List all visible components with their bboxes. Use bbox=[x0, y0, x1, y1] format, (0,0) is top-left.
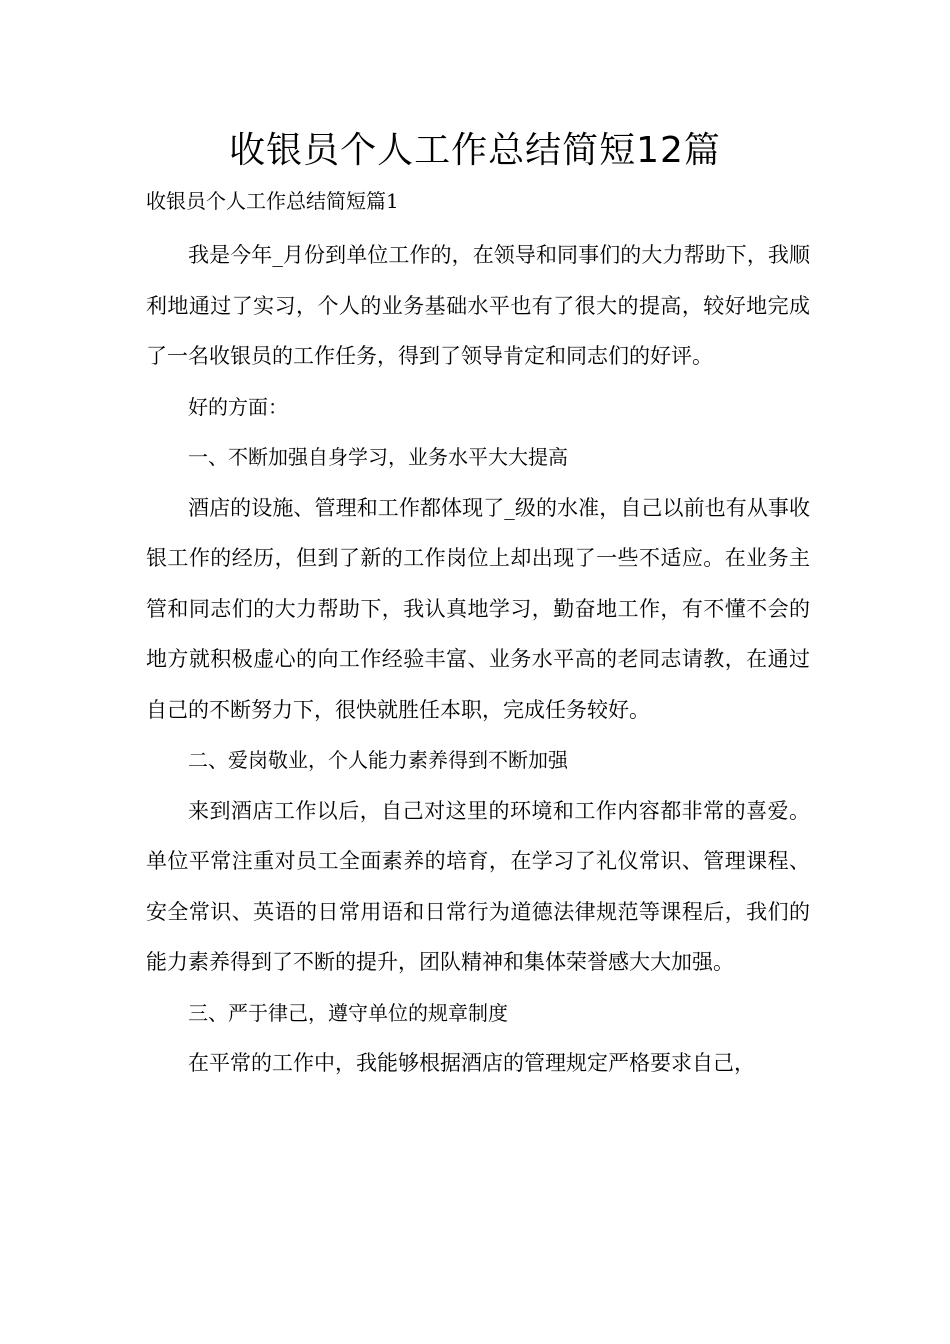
heading-point-three: 三、严于律己，遵守单位的规章制度 bbox=[188, 1000, 508, 1025]
section-subtitle: 收银员个人工作总结简短篇1 bbox=[146, 189, 399, 213]
paragraph-point-two: 来到酒店工作以后，自己对这里的环境和工作内容都非常的喜爱。单位平常注重对员工全面素养的培育，在学习了礼仪常识、管理课程、安全常识、英语的日常用语和日常行为道德法律规范等课程后，我们的能力素养得到了不断的提升，团队精神和集体荣誉感大大加强。 bbox=[146, 798, 810, 974]
heading-good-aspects: 好的方面： bbox=[188, 394, 288, 419]
paragraph-intro: 我是今年_月份到单位工作的，在领导和同事们的大力帮助下，我顺利地通过了实习，个人的业务基础水平也有了很大的提高，较好地完成了一名收银员的工作任务，得到了领导肯定和同志们的好评。 bbox=[146, 243, 810, 368]
heading-point-one: 一、不断加强自身学习，业务水平大大提高 bbox=[188, 445, 568, 469]
heading-point-two: 二、爱岗敬业，个人能力素养得到不断加强 bbox=[188, 748, 568, 772]
paragraph-point-one: 酒店的设施、管理和工作都体现了_级的水准，自己以前也有从事收银工作的经历，但到了新的工作岗位上却出现了一些不适应。在业务主管和同志们的大力帮助下，我认真地学习，勤奋地工作，有不懂不会的地方就积极虚心的向工作经验丰富、业务水平高的老同志请教，在通过自己的不断努力下，很快就胜任本职，完成任务较好。 bbox=[146, 495, 810, 722]
paragraph-point-three: 在平常的工作中，我能够根据酒店的管理规定严格要求自己， bbox=[188, 1051, 755, 1075]
document-body bbox=[146, 230, 810, 1089]
document-title: 收银员个人工作总结简短12篇 bbox=[229, 130, 721, 171]
